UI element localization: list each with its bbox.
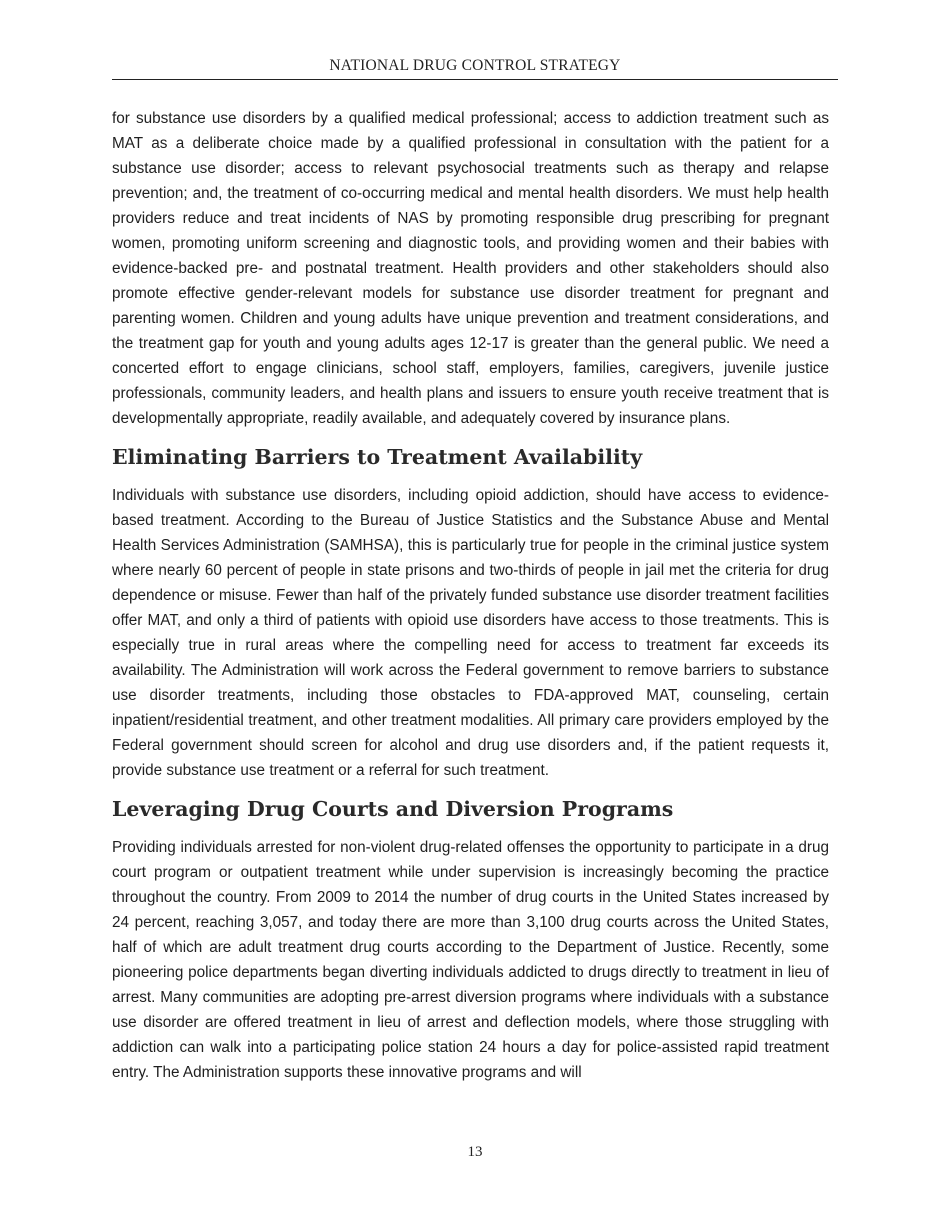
drug-courts-paragraph: Providing individuals arrested for non-violent drug-related offenses the opportunity to participate in a drug court program or outpatient treatment while under supervision is increasingly becoming the practice throughout the country. From 2009 to 2014 the number of drug courts in the United States increased by 24 percent, reaching 3,057, and today there are more than 3,100 drug courts across the United States, half of which are adult treatment drug courts according to the Department of Justice. Recently, some pioneering police departments began diverting individuals addicted to drugs directly to treatment in lieu of arrest. Many communities are adopting pre-arrest diversion programs where individuals with a substance use disorder are offered treatment in lieu of arrest and deflection models, where those struggling with addiction can walk into a participating police station 24 hours a day for police-assisted rapid treatment entry. The Administration supports these innovative programs and will [112,839,829,1081]
page-body [112,106,829,1085]
running-header: NATIONAL DRUG CONTROL STRATEGY [329,57,621,74]
section-heading-barriers: Eliminating Barriers to Treatment Availability [112,445,643,469]
barriers-paragraph: Individuals with substance use disorders, including opioid addiction, should have access to evidence-based treatment. According to the Bureau of Justice Statistics and the Substance Abuse and Mental Health Services Administration (SAMHSA), this is particularly true for people in the criminal justice system where nearly 60 percent of people in state prisons and two-thirds of people in jail met the criteria for drug dependence or misuse. Fewer than half of the privately funded substance use disorder treatment facilities offer MAT, and only a third of patients with opioid use disorders have access to those treatments. This is especially true in rural areas where the compelling need for access to treatment far exceeds its availability. The Administration will work across the Federal government to remove barriers to substance use disorder treatments, including those obstacles to FDA-approved MAT, counseling, certain inpatient/residential treatment, and other treatment modalities. All primary care providers employed by the Federal government should screen for alcohol and drug use disorders and, if the patient requests it, provide substance use treatment or a referral for such treatment. [112,487,829,779]
intro-paragraph: for substance use disorders by a qualified medical professional; access to addiction treatment such as MAT as a deliberate choice made by a qualified professional in consultation with the patient for a substance use disorder; access to relevant psychosocial treatments such as therapy and relapse prevention; and, the treatment of co-occurring medical and mental health disorders. We must help health providers reduce and treat incidents of NAS by promoting responsible drug prescribing for pregnant women, promoting uniform screening and diagnostic tools, and providing women and their babies with evidence-backed pre- and postnatal treatment. Health providers and other stakeholders should also promote effective gender-relevant models for substance use disorder treatment for pregnant and parenting women. Children and young adults have unique prevention and treatment considerations, and the treatment gap for youth and young adults ages 12-17 is greater than the general public. We need a concerted effort to engage clinicians, school staff, employers, families, caregivers, juvenile justice professionals, community leaders, and health plans and issuers to ensure youth receive treatment that is developmentally appropriate, readily available, and adequately covered by insurance plans. [112,110,829,427]
section-heading-drug-courts: Leveraging Drug Courts and Diversion Programs [112,797,674,821]
header-divider [112,79,838,80]
page-number: 13 [467,1144,483,1160]
